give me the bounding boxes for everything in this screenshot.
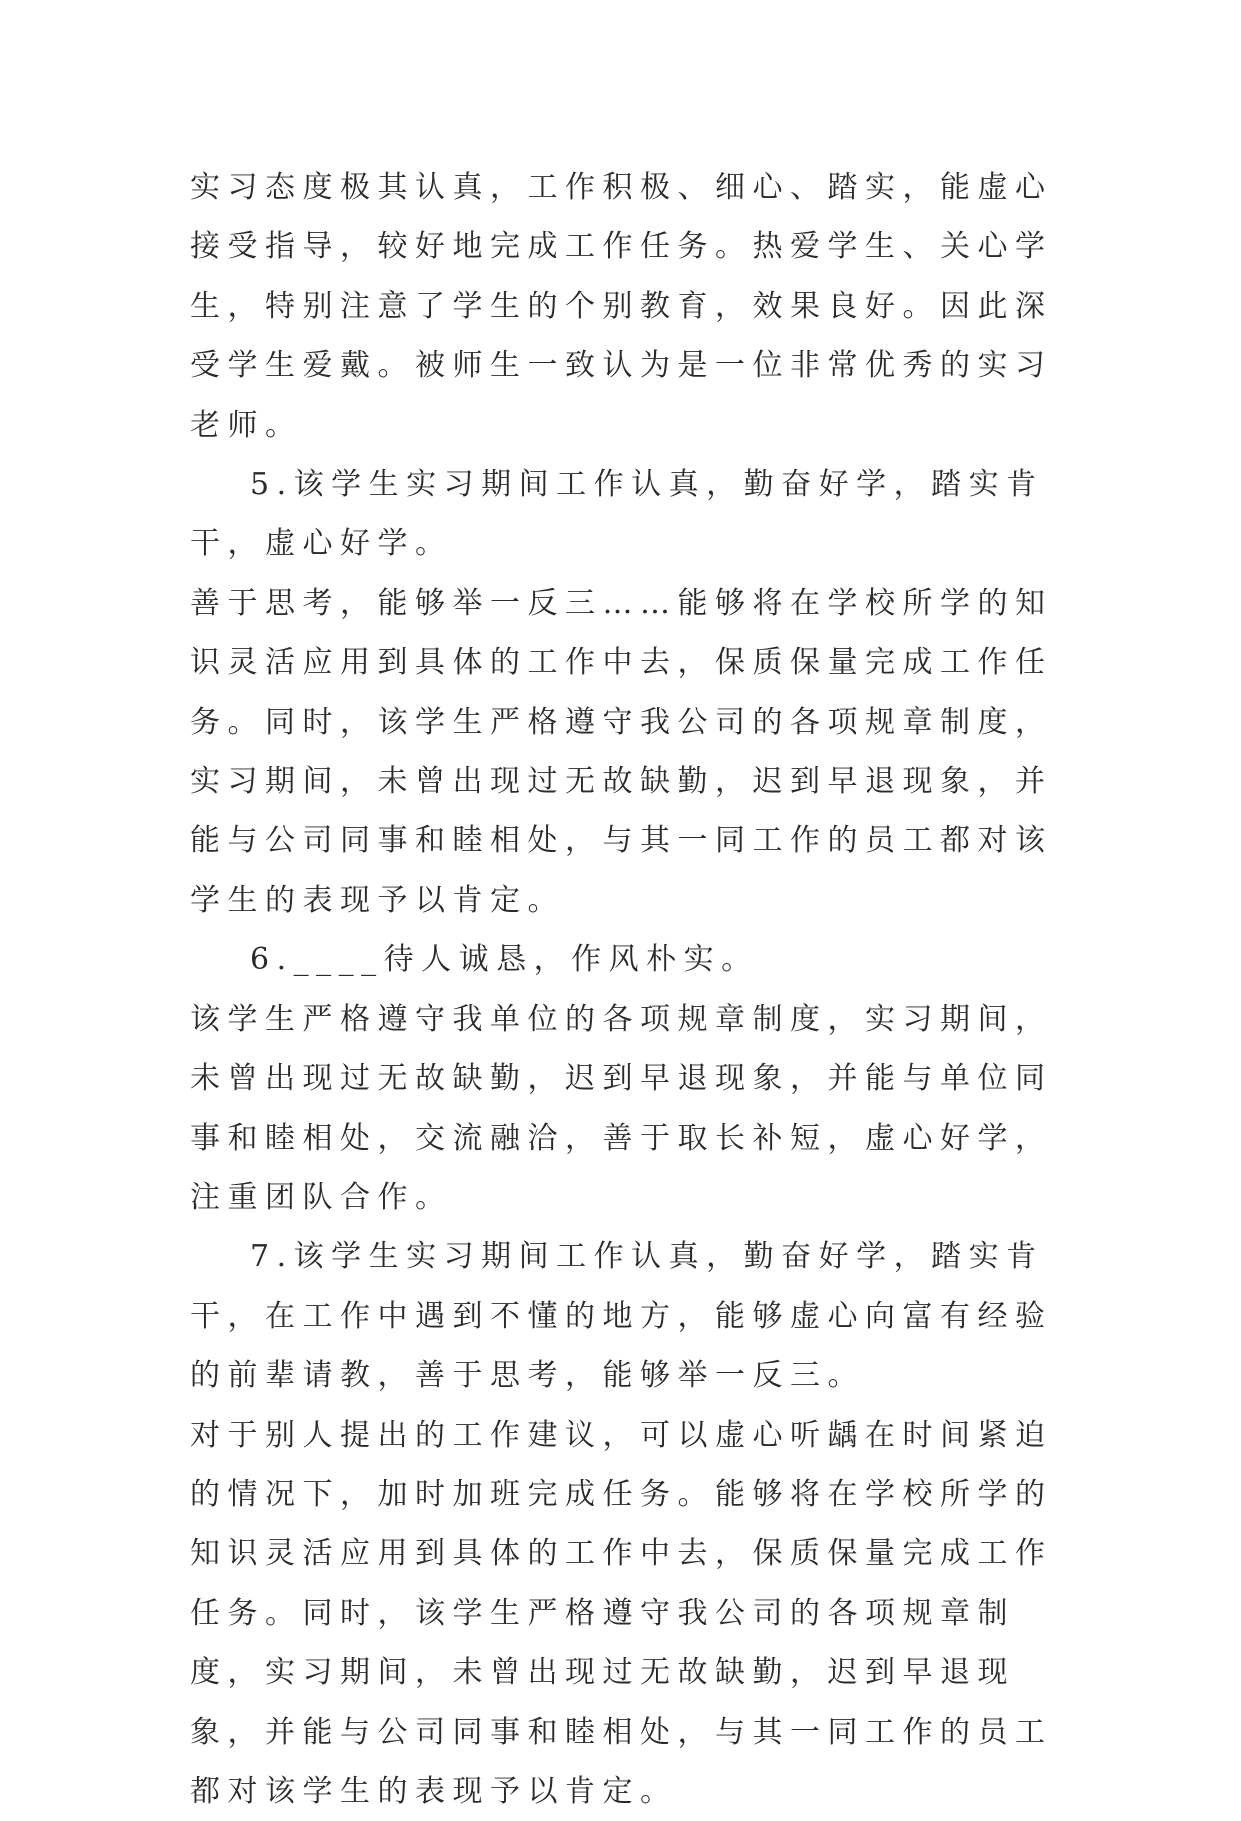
paragraph-1: 实习态度极其认真，工作积极、细心、踏实，能虚心接受指导，较好地完成工作任务。热爱学生、关心学生，特别注意了学生的个别教育，效果良好。因此深受学生爱戴。被师生一致认为是一位非常优秀的实习老师。	[190, 170, 1053, 443]
paragraph-2-item-5: 5.该学生实习期间工作认真，勤奋好学，踏实肯干，虚心好学。	[190, 467, 1044, 562]
paragraph-4-item-6: 6.____待人诚恳，作风朴实。	[250, 942, 759, 978]
document-body	[190, 158, 1065, 1821]
paragraph-5: 该学生严格遵守我单位的各项规章制度，实习期间，未曾出现过无故缺勤，迟到早退现象，并能与单位同事和睦相处，交流融洽，善于取长补短，虚心好学，注重团队合作。	[190, 1001, 1053, 1215]
paragraph-3: 善于思考，能够举一反三……能够将在学校所学的知识灵活应用到具体的工作中去，保质保量完成工作任务。同时，该学生严格遵守我公司的各项规章制度，实习期间，未曾出现过无故缺勤，迟到早退现象，并能与公司同事和睦相处，与其一同工作的员工都对该学生的表现予以肯定。	[190, 585, 1053, 918]
paragraph-6-item-7: 7.该学生实习期间工作认真，勤奋好学，踏实肯干，在工作中遇到不懂的地方，能够虚心向富有经验的前辈请教，善于思考，能够举一反三。	[190, 1239, 1053, 1394]
paragraph-7: 对于别人提出的工作建议，可以虚心听龋在时间紧迫的情况下，加时加班完成任务。能够将在学校所学的知识灵活应用到具体的工作中去，保质保量完成工作任务。同时，该学生严格遵守我公司的各项规章制度，实习期间，未曾出现过无故缺勤，迟到早退现象，并能与公司同事和睦相处，与其一同工作的员工都对该学生的表现予以肯定。	[190, 1417, 1053, 1809]
